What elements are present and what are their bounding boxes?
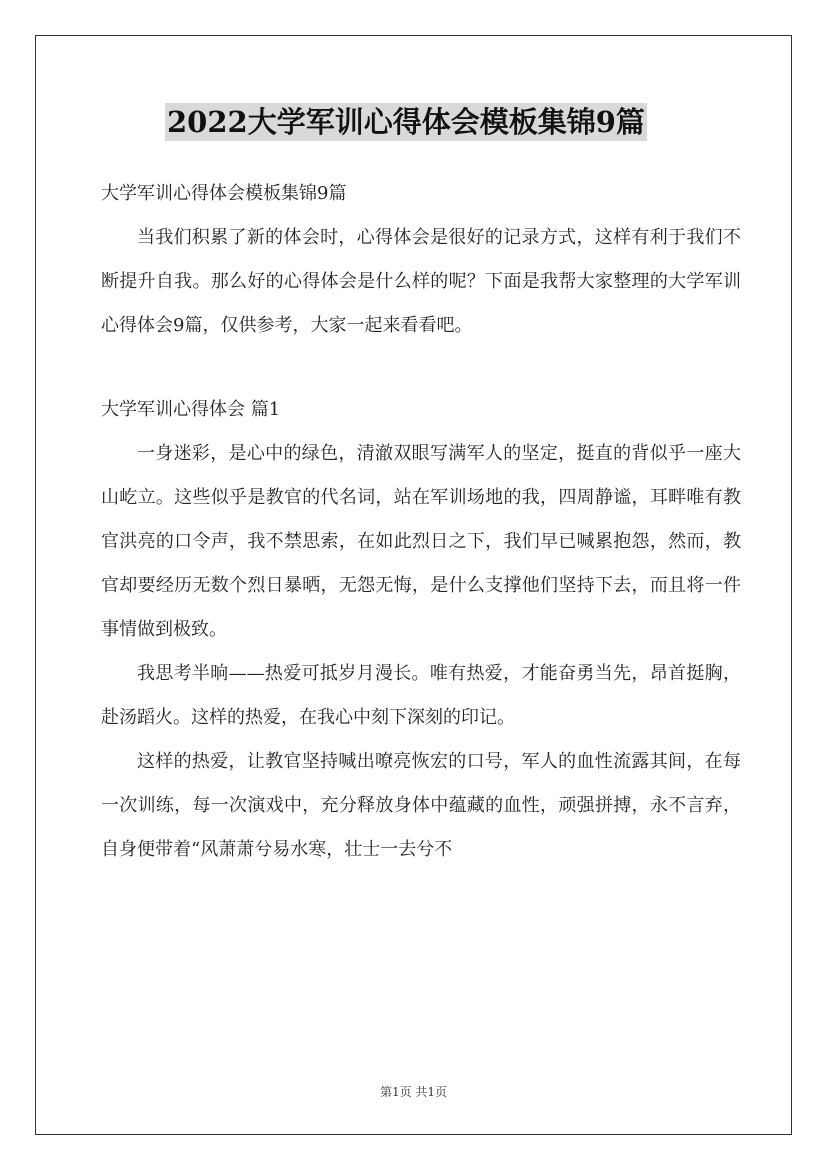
document-subtitle: 大学军训心得体会模板集锦9篇 (101, 183, 347, 204)
body-paragraph-2: 我思考半晌——热爱可抵岁月漫长。唯有热爱，才能奋勇当先，昂首挺胸，赴汤蹈火。这样的热爱，在我心中刻下深刻的印记。 (101, 663, 741, 728)
intro-paragraph: 当我们积累了新的体会时，心得体会是很好的记录方式，这样有利于我们不断提升自我。那么好的心得体会是什么样的呢？下面是我帮大家整理的大学军训心得体会9篇，仅供参考，大家一起来看看吧。 (101, 227, 741, 336)
section-heading: 大学军训心得体会 篇1 (101, 399, 281, 420)
document-body (101, 172, 741, 872)
section-spacer (101, 348, 741, 388)
body-paragraph-3: 这样的热爱，让教官坚持喊出嘹亮恢宏的口号，军人的血性流露其间，在每一次训练，每一次演戏中，充分释放身体中蕴藏的血性，顽强拼搏，永不言弃，自身便带着“风萧萧兮易水寒，壮士一去兮不 (101, 751, 741, 860)
body-paragraph-1: 一身迷彩，是心中的绿色，清澈双眼写满军人的坚定，挺直的背似乎一座大山屹立。这些似乎是教官的代名词，站在军训场地的我，四周静谧，耳畔唯有教官洪亮的口令声，我不禁思索，在如此烈日之下，我们早已喊累抱怨，然而，教官却要经历无数个烈日暴晒，无怨无悔，是什么支撑他们坚持下去，而且将一件事情做到极致。 (101, 443, 741, 640)
document-title: 2022大学军训心得体会模板集锦9篇 (167, 105, 645, 139)
page-footer: 第1页 共1页 (379, 1085, 448, 1099)
